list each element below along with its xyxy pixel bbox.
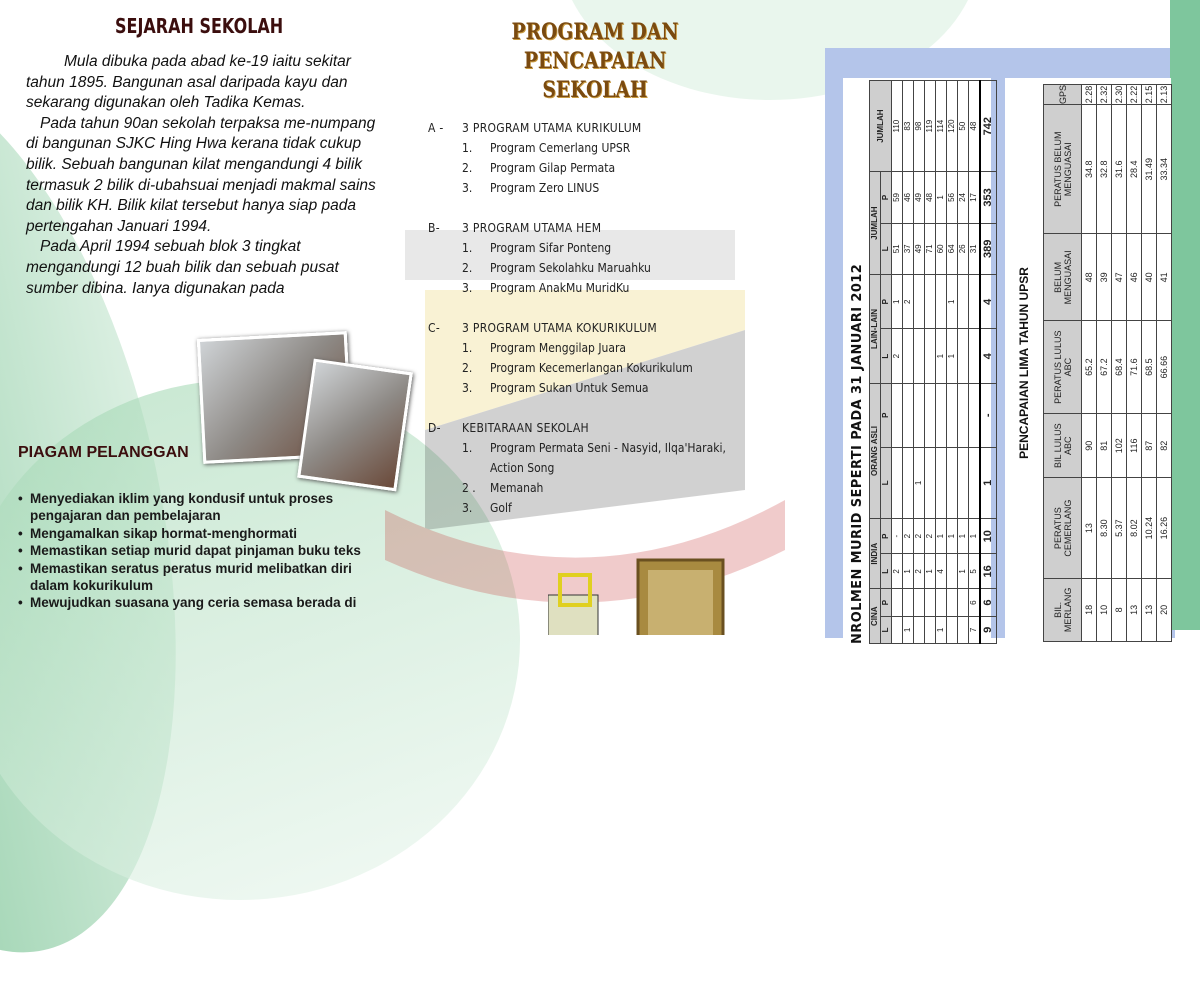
table-cell: 37 — [903, 223, 914, 274]
table-cell: 34.8 — [1082, 105, 1097, 234]
column-subheader: P — [881, 383, 892, 447]
list-item — [428, 358, 728, 378]
table-cell — [958, 275, 969, 329]
table-cell — [958, 447, 969, 519]
table-row — [1142, 85, 1157, 642]
list-item: • Memastikan setiap murid dapat pinjaman buku teks — [18, 542, 388, 559]
table-cell: 66.66 — [1157, 321, 1172, 414]
column-subheader: P — [881, 519, 892, 554]
sejarah-title: SEJARAH SEKOLAH — [115, 14, 284, 38]
section-heading-text: 3 PROGRAM UTAMA HEM — [462, 221, 602, 235]
item-text: Program Permata Seni - Nasyid, Ilqa'Haraki, Action Song — [490, 441, 726, 475]
table-row — [903, 81, 914, 644]
table-cell: 2 — [925, 519, 936, 554]
table-cell: 1 — [958, 554, 969, 589]
enrolment-table — [869, 80, 997, 644]
header-row — [870, 81, 881, 644]
program-title-line: PROGRAM DAN PENCAPAIAN — [511, 19, 679, 74]
table-cell: 64 — [947, 223, 958, 274]
item-text: Program AnakMu MuridKu — [490, 281, 630, 295]
item-text: Program Cemerlang UPSR — [490, 141, 631, 155]
upsr-table-card — [1005, 78, 1171, 648]
table-cell: 41 — [1157, 234, 1172, 321]
item-text: Program Sifar Ponteng — [490, 241, 612, 255]
table-cell: 26 — [958, 223, 969, 274]
column-header: BELUM MENGUASAI — [1044, 234, 1082, 321]
table-cell: 1 — [936, 172, 947, 223]
table-cell: 1 — [903, 616, 914, 643]
table-cell — [892, 447, 903, 519]
section-heading-text: 3 PROGRAM UTAMA KOKURIKULUM — [462, 321, 658, 335]
list-item — [428, 378, 728, 398]
table-cell: 60 — [936, 223, 947, 274]
table-row — [936, 81, 947, 644]
table-cell: 2 — [903, 519, 914, 554]
table-cell: 39 — [1097, 234, 1112, 321]
table-cell: 10 — [1097, 578, 1112, 641]
table-cell: 31.49 — [1142, 105, 1157, 234]
total-cell: 16 — [980, 554, 996, 589]
table-cell — [925, 275, 936, 329]
table-cell: 67.2 — [1097, 321, 1112, 414]
table-cell — [969, 447, 981, 519]
section-letter: B- — [428, 221, 440, 235]
table-cell — [947, 447, 958, 519]
table-cell: 1 — [914, 447, 925, 519]
table-cell: 8.30 — [1097, 478, 1112, 578]
item-text: Program Sukan Untuk Semua — [490, 381, 649, 395]
table-cell: 8 — [1112, 578, 1127, 641]
table-cell: 83 — [903, 81, 914, 172]
enrolment-title: NROLMEN MURID SEPERTI PADA 31 JANUARI 2012 — [850, 263, 865, 644]
table-cell — [914, 275, 925, 329]
table-cell: 81 — [1097, 413, 1112, 478]
column-subheader: P — [881, 172, 892, 223]
table-cell: 2.30 — [1112, 85, 1127, 105]
item-text: Program Zero LINUS — [490, 181, 600, 195]
table-cell: 59 — [892, 172, 903, 223]
column-group-header: LAIN-LAIN — [870, 275, 881, 384]
table-row — [1082, 85, 1097, 642]
column-group-header: ORANG ASLI — [870, 383, 881, 518]
item-text: Golf — [490, 501, 512, 515]
column-subheader: L — [881, 616, 892, 643]
item-number: 3. — [462, 281, 473, 295]
table-cell: 17 — [969, 172, 981, 223]
sejarah-text — [26, 52, 376, 299]
column-subheader: P — [881, 589, 892, 616]
table-cell — [892, 383, 903, 447]
program-title — [463, 18, 727, 105]
table-cell — [903, 383, 914, 447]
column-subheader: L — [881, 447, 892, 519]
list-item — [428, 158, 728, 178]
piagam-title: PIAGAM PELANGGAN — [18, 444, 189, 461]
table-cell: 2 — [903, 275, 914, 329]
list-item — [428, 178, 728, 198]
enrolment-table-card — [843, 78, 995, 648]
table-cell: 2.28 — [1082, 85, 1097, 105]
table-row — [914, 81, 925, 644]
section-letter: A - — [428, 121, 444, 135]
table-cell: 1 — [936, 329, 947, 383]
table-row — [1097, 85, 1112, 642]
list-item — [428, 238, 728, 258]
table-cell: 2 — [892, 554, 903, 589]
table-cell — [936, 383, 947, 447]
table-cell: 7 — [969, 616, 981, 643]
list-item — [428, 498, 728, 518]
item-number: 2. — [462, 161, 473, 175]
table-cell: 1 — [947, 275, 958, 329]
item-number: 1. — [462, 241, 473, 255]
table-cell: 120 — [947, 81, 958, 172]
item-number: 1. — [462, 141, 473, 155]
item-number: 1. — [462, 341, 473, 355]
table-cell: 82 — [1157, 413, 1172, 478]
total-cell: 4 — [980, 329, 996, 383]
table-cell: 1 — [947, 519, 958, 554]
table-row — [892, 81, 903, 644]
table-cell — [903, 447, 914, 519]
table-cell: 1 — [892, 275, 903, 329]
table-cell: 8.02 — [1127, 478, 1142, 578]
green-edge-strip — [1170, 0, 1200, 630]
table-cell: 50 — [958, 81, 969, 172]
table-cell: - — [892, 519, 903, 554]
table-cell: 2.15 — [1142, 85, 1157, 105]
table-cell: 5 — [969, 554, 981, 589]
table-cell: 114 — [936, 81, 947, 172]
table-cell: 102 — [1112, 413, 1127, 478]
list-item: • Mengamalkan sikap hormat-menghormati — [18, 525, 388, 542]
item-number: 2. — [462, 361, 473, 375]
table-cell: 2.22 — [1127, 85, 1142, 105]
table-cell: 4 — [936, 554, 947, 589]
table-cell: 10.24 — [1142, 478, 1157, 578]
column-subheader: L — [881, 223, 892, 274]
item-number: 1. — [462, 441, 473, 455]
table-cell: 1 — [903, 554, 914, 589]
header-row — [1044, 85, 1082, 642]
table-cell — [969, 329, 981, 383]
table-cell: 2 — [892, 329, 903, 383]
column-group-header: JUMLAH — [870, 81, 892, 172]
sejarah-paragraph: Pada tahun 90an sekolah terpaksa me-numpang di bangunan SJKC Hing Hwa kerana tidak cukup bilik. Sebuah bangunan kilat mengandungi 4 bilik termasuk 2 bilik di-ubahsuai menjadi makmal sains dan bilik KH. Bilik kilat tersebut hanya siap pada pertengahan Januari 1994. — [26, 114, 376, 235]
list-item: • Menyediakan iklim yang kondusif untuk proses pengajaran dan pembelajaran — [18, 490, 388, 525]
column-header: PERATUS BELUM MENGUASAI — [1044, 105, 1082, 234]
table-row — [925, 81, 936, 644]
section-heading-text: 3 PROGRAM UTAMA KURIKULUM — [462, 121, 642, 135]
total-cell: 389 — [980, 223, 996, 274]
table-cell: 1 — [969, 519, 981, 554]
column-subheader: P — [881, 275, 892, 329]
table-cell: 5.37 — [1112, 478, 1127, 578]
program-section — [428, 118, 728, 198]
table-cell: 31 — [969, 223, 981, 274]
table-cell: 71 — [925, 223, 936, 274]
table-cell: 33.34 — [1157, 105, 1172, 234]
total-cell: - — [980, 383, 996, 447]
table-row — [1127, 85, 1142, 642]
table-cell — [925, 447, 936, 519]
list-item — [428, 478, 728, 498]
table-cell: 46 — [903, 172, 914, 223]
table-cell — [936, 447, 947, 519]
table-cell: 24 — [958, 172, 969, 223]
table-cell: 40 — [1142, 234, 1157, 321]
list-item: • Mewujudkan suasana yang ceria semasa berada di — [18, 594, 388, 611]
list-item — [428, 138, 728, 158]
table-cell — [903, 329, 914, 383]
column-subheader: L — [881, 554, 892, 589]
table-cell — [958, 589, 969, 616]
table-cell: 13 — [1082, 478, 1097, 578]
program-list — [428, 118, 728, 538]
table-row — [1112, 85, 1127, 642]
table-cell: 47 — [1112, 234, 1127, 321]
item-text: Program Gilap Permata — [490, 161, 616, 175]
table-cell: 2.32 — [1097, 85, 1112, 105]
table-cell: 68.4 — [1112, 321, 1127, 414]
section-letter: C- — [428, 321, 441, 335]
table-cell — [903, 589, 914, 616]
table-cell: 1 — [936, 519, 947, 554]
table-cell: 28.4 — [1127, 105, 1142, 234]
total-cell: 353 — [980, 172, 996, 223]
upsr-title: PENCAPAIAN LIMA TAHUN UPSR — [1017, 267, 1031, 459]
trophies-photo — [548, 555, 728, 635]
table-cell — [947, 383, 958, 447]
list-item — [428, 278, 728, 298]
table-cell — [925, 589, 936, 616]
table-cell — [914, 329, 925, 383]
table-cell — [892, 589, 903, 616]
sejarah-paragraph: Pada April 1994 sebuah blok 3 tingkat mengandungi 12 buah bilik dan sebuah pusat sumber dibina. Ianya digunakan pada — [26, 238, 339, 297]
table-cell — [936, 275, 947, 329]
program-section — [428, 418, 728, 518]
item-number: 3. — [462, 181, 473, 195]
table-cell: 71.6 — [1127, 321, 1142, 414]
table-cell: 32.8 — [1097, 105, 1112, 234]
list-item — [428, 338, 728, 358]
table-cell: 18 — [1082, 578, 1097, 641]
table-row — [947, 81, 958, 644]
table-cell — [925, 383, 936, 447]
table-cell — [947, 589, 958, 616]
total-cell: 9 — [980, 616, 996, 643]
table-cell: 49 — [914, 223, 925, 274]
table-cell: 49 — [914, 172, 925, 223]
table-cell — [969, 383, 981, 447]
item-text: Program Kecemerlangan Kokurikulum — [490, 361, 693, 375]
program-section — [428, 218, 728, 298]
table-cell: 119 — [925, 81, 936, 172]
table-cell — [947, 554, 958, 589]
table-cell: 51 — [892, 223, 903, 274]
program-section-heading — [428, 118, 728, 138]
list-item: • Memastikan seratus peratus murid melibatkan diri dalam kokurikulum — [18, 560, 388, 595]
item-text: Memanah — [490, 481, 544, 495]
column-group-header: INDIA — [870, 519, 881, 589]
program-section-heading — [428, 318, 728, 338]
item-number: 2. — [462, 261, 473, 275]
item-number: 3. — [462, 501, 473, 515]
table-cell: 1 — [947, 329, 958, 383]
total-cell: 6 — [980, 589, 996, 616]
section-letter: D- — [428, 421, 441, 435]
table-cell — [958, 383, 969, 447]
table-cell: 1 — [925, 554, 936, 589]
table-cell: 31.6 — [1112, 105, 1127, 234]
program-section-heading — [428, 418, 728, 438]
column-group-header: CINA — [870, 589, 881, 644]
total-cell: 10 — [980, 519, 996, 554]
table-cell — [914, 589, 925, 616]
table-cell: 48 — [925, 172, 936, 223]
table-cell: 1 — [958, 519, 969, 554]
table-cell: 90 — [1082, 413, 1097, 478]
table-cell: 48 — [969, 81, 981, 172]
column-header: BIL LULUS ABC — [1044, 413, 1082, 478]
table-cell: 98 — [914, 81, 925, 172]
table-cell: 2.13 — [1157, 85, 1172, 105]
program-section — [428, 318, 728, 398]
column-group-header: JUMLAH — [870, 172, 881, 275]
table-cell: 68.5 — [1142, 321, 1157, 414]
total-cell: 4 — [980, 275, 996, 329]
list-item — [428, 258, 728, 278]
table-cell — [958, 329, 969, 383]
table-cell: 116 — [1127, 413, 1142, 478]
total-cell: 1 — [980, 447, 996, 519]
table-cell: 2 — [914, 519, 925, 554]
table-row — [1157, 85, 1172, 642]
piagam-list — [18, 490, 388, 612]
section-heading-text: KEBITARAAN SEKOLAH — [462, 421, 589, 435]
table-cell: 16.26 — [1157, 478, 1172, 578]
item-number: 3. — [462, 381, 473, 395]
upsr-table — [1043, 84, 1172, 642]
item-text: Program Menggilap Juara — [490, 341, 627, 355]
list-item — [428, 438, 728, 478]
program-title-line: SEKOLAH — [542, 77, 648, 103]
column-header: PERATUS LULUS ABC — [1044, 321, 1082, 414]
table-cell — [936, 589, 947, 616]
table-cell: 20 — [1157, 578, 1172, 641]
column-header: GPS — [1044, 85, 1082, 105]
sejarah-paragraph: Mula dibuka pada abad ke-19 iaitu sekitar tahun 1895. Bangunan asal daripada kayu dan sekarang digunakan oleh Tadika Kemas. — [26, 53, 351, 112]
column-header: PERATUS CEMERLANG — [1044, 478, 1082, 578]
table-cell — [925, 329, 936, 383]
table-cell: 46 — [1127, 234, 1142, 321]
table-cell: 2 — [914, 554, 925, 589]
table-cell — [914, 383, 925, 447]
table-cell: 13 — [1142, 578, 1157, 641]
table-cell: 110 — [892, 81, 903, 172]
item-number: 2 . — [462, 481, 476, 495]
table-row — [969, 81, 981, 644]
table-cell: 87 — [1142, 413, 1157, 478]
program-section-heading — [428, 218, 728, 238]
table-cell: 56 — [947, 172, 958, 223]
table-cell — [969, 275, 981, 329]
item-text: Program Sekolahku Maruahku — [490, 261, 651, 275]
total-cell: 742 — [980, 81, 996, 172]
table-cell: 6 — [969, 589, 981, 616]
table-cell: 1 — [936, 616, 947, 643]
table-cell: 13 — [1127, 578, 1142, 641]
table-row — [958, 81, 969, 644]
table-cell: 48 — [1082, 234, 1097, 321]
total-row — [980, 81, 996, 644]
table-cell: 65.2 — [1082, 321, 1097, 414]
column-subheader: L — [881, 329, 892, 383]
column-header: BIL. MERLANG — [1044, 578, 1082, 641]
